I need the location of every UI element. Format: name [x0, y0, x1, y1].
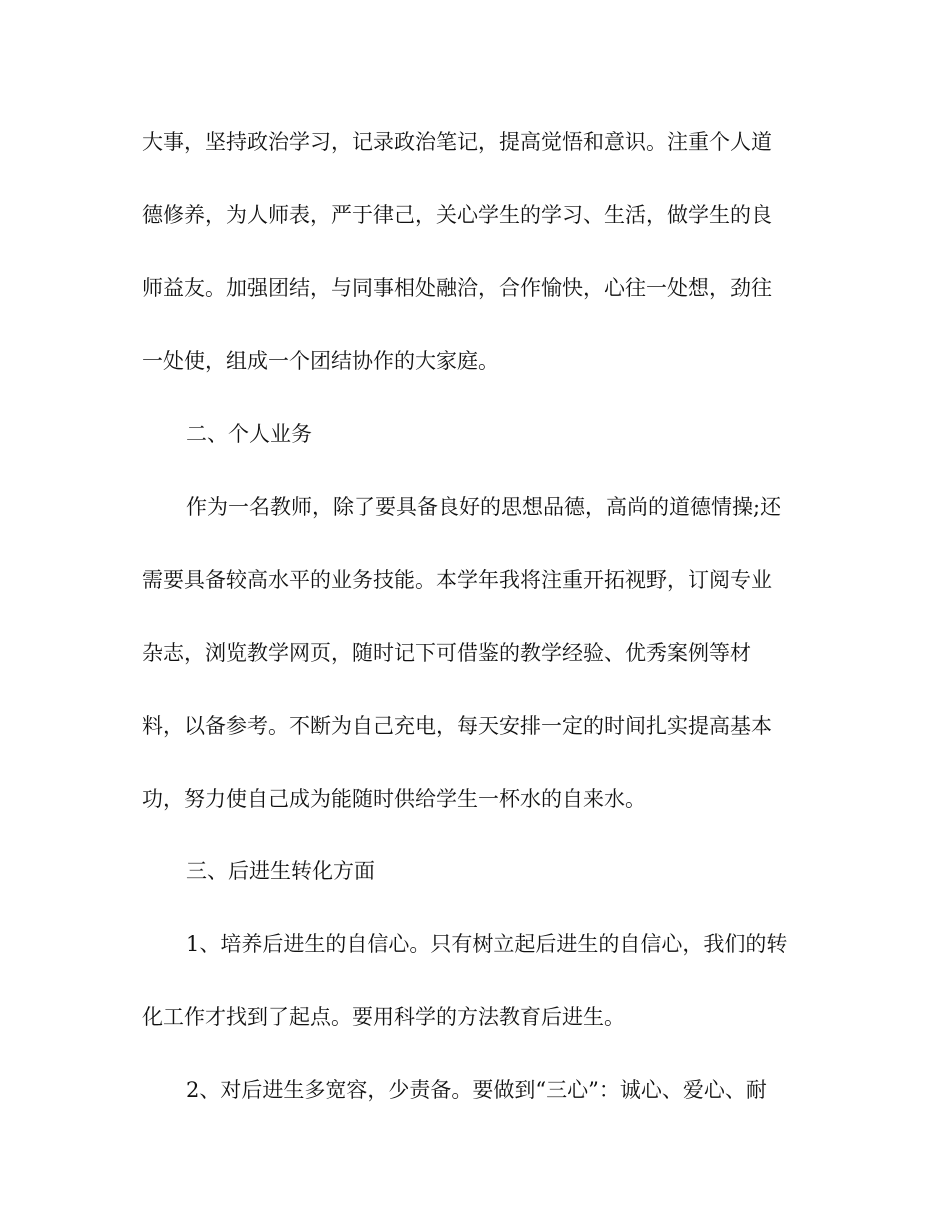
- paragraph-line: 功，努力使自己成为能随时供给学生一杯水的自来水。: [142, 787, 646, 811]
- paragraph-line: 需要具备较高水平的业务技能。本学年我将注重开拓视野，订阅专业: [142, 568, 772, 592]
- paragraph-line: 化工作才找到了起点。要用科学的方法教育后进生。: [142, 1005, 625, 1029]
- paragraph-line: 大事，坚持政治学习，记录政治笔记，提高觉悟和意识。注重个人道: [142, 130, 772, 154]
- paragraph-line: 料，以备参考。不断为自己充电，每天安排一定的时间扎实提高基本: [142, 714, 772, 738]
- section-heading: 二、个人业务: [186, 422, 312, 446]
- paragraph-line: 一处使，组成一个团结协作的大家庭。: [142, 349, 499, 373]
- paragraph-line: 师益友。加强团结，与同事相处融洽，合作愉快，心往一处想，劲往: [142, 276, 772, 300]
- paragraph-line: 作为一名教师，除了要具备良好的思想品德，高尚的道德情操;还: [186, 495, 782, 519]
- paragraph-line: 德修养，为人师表，严于律己，关心学生的学习、生活，做学生的良: [142, 203, 772, 227]
- section-heading: 三、后进生转化方面: [186, 859, 375, 883]
- paragraph-line: 2、对后进生多宽容，少责备。要做到“三心”：诚心、爱心、耐: [186, 1078, 767, 1102]
- paragraph-line: 杂志，浏览教学网页，随时记下可借鉴的教学经验、优秀案例等材: [142, 641, 751, 665]
- paragraph-line: 1、培养后进生的自信心。只有树立起后进生的自信心，我们的转: [186, 932, 788, 956]
